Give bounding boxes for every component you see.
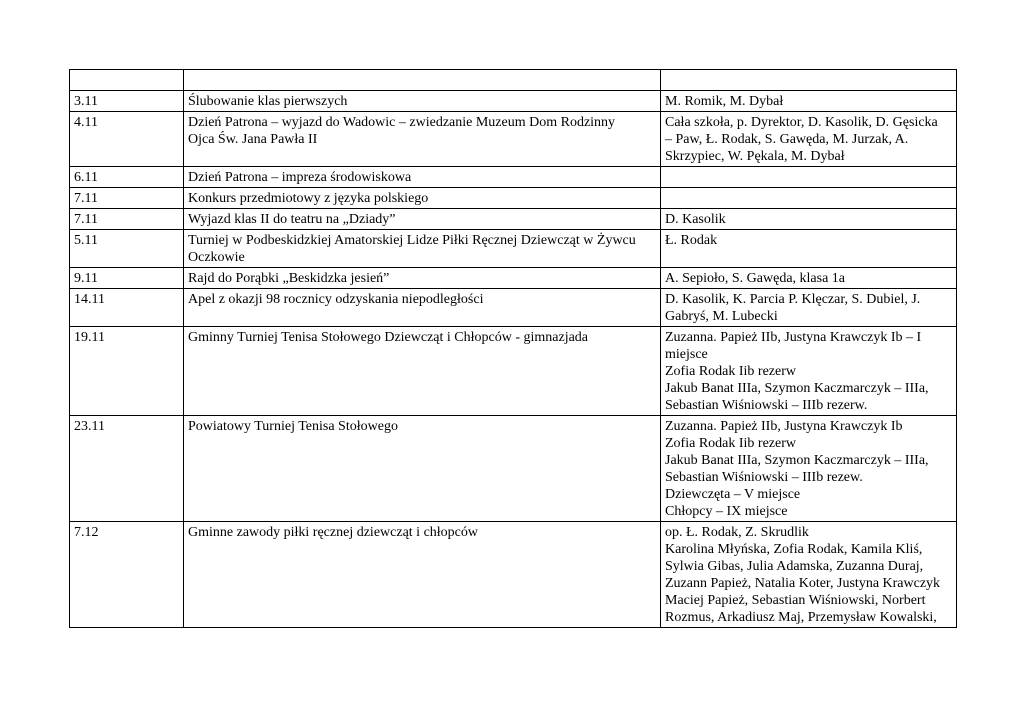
event-text-line: Wyjazd klas II do teatru na „Dziady” [188,212,396,227]
people-text-line: Sebastian Wiśniowski – IIIb rezerw. [665,398,868,413]
event-text-line: Oczkowie [188,250,245,265]
people-cell [661,188,957,209]
events-table-body [70,70,957,628]
table-row [70,268,957,289]
date-cell: 7.12 [70,522,184,628]
date-cell: 6.11 [70,167,184,188]
event-text-line: Turniej w Podbeskidzkiej Amatorskiej Lidze Piłki Ręcznej Dziewcząt w Żywcu [188,233,636,248]
event-cell [184,70,661,91]
table-row [70,230,957,268]
people-cell [661,327,957,416]
date-cell: 23.11 [70,416,184,522]
event-cell [184,167,661,188]
people-cell [661,112,957,167]
people-text-line: Jakub Banat IIIa, Szymon Kaczmarczyk – IIIa, [665,453,929,468]
event-text-line: Apel z okazji 98 rocznicy odzyskania niepodległości [188,292,484,307]
date-cell: 7.11 [70,188,184,209]
table-row [70,289,957,327]
people-text-line: Gabryś, M. Lubecki [665,309,778,324]
people-text-line: Ł. Rodak [665,233,718,248]
people-cell [661,209,957,230]
people-text-line: Maciej Papież, Sebastian Wiśniowski, Norbert [665,593,926,608]
table-row [70,91,957,112]
event-cell [184,188,661,209]
event-cell [184,522,661,628]
event-text-line: Rajd do Porąbki „Beskidzka jesień” [188,271,390,286]
people-text-line: Karolina Młyńska, Zofia Rodak, Kamila Kliś, [665,542,923,557]
table-row [70,188,957,209]
people-text-line: Dziewczęta – V miejsce [665,487,801,502]
date-cell: 7.11 [70,209,184,230]
date-cell: 19.11 [70,327,184,416]
date-cell [70,70,184,91]
people-cell [661,289,957,327]
event-text-line: Powiatowy Turniej Tenisa Stołowego [188,419,398,434]
people-cell [661,167,957,188]
table-row [70,112,957,167]
table-row [70,522,957,628]
date-cell: 14.11 [70,289,184,327]
event-cell [184,416,661,522]
table-row [70,70,957,91]
event-text-line: Dzień Patrona – wyjazd do Wadowic – zwiedzanie Muzeum Dom Rodzinny [188,115,616,130]
event-cell [184,91,661,112]
event-cell [184,327,661,416]
event-text-line: Dzień Patrona – impreza środowiskowa [188,170,412,185]
people-text-line: A. Sepioło, S. Gawęda, klasa 1a [665,271,846,286]
people-text-line: miejsce [665,347,708,362]
people-cell [661,91,957,112]
people-text-line: Zuzanna. Papież IIb, Justyna Krawczyk Ib – I [665,330,922,345]
table-row [70,167,957,188]
people-cell [661,70,957,91]
date-cell: 9.11 [70,268,184,289]
people-cell [661,268,957,289]
people-text-line: M. Romik, M. Dybał [665,94,784,109]
people-cell [661,522,957,628]
people-text-line: D. Kasolik, K. Parcia P. Klęczar, S. Dubiel, J. [665,292,921,307]
event-cell [184,112,661,167]
date-cell: 4.11 [70,112,184,167]
people-text-line: Rozmus, Arkadiusz Maj, Przemysław Kowalski, [665,610,937,625]
event-cell [184,209,661,230]
people-text-line: Skrzypiec, W. Pękala, M. Dybał [665,149,845,164]
people-text-line: – Paw, Ł. Rodak, S. Gawęda, M. Jurzak, A. [665,132,909,147]
people-cell [661,416,957,522]
date-cell: 5.11 [70,230,184,268]
event-cell [184,289,661,327]
event-cell [184,230,661,268]
people-text-line: Jakub Banat IIIa, Szymon Kaczmarczyk – IIIa, [665,381,929,396]
event-text-line: Ślubowanie klas pierwszych [188,94,348,109]
people-text-line: Zofia Rodak Iib rezerw [665,364,796,379]
events-table [69,69,957,628]
people-text-line: Zuzann Papież, Natalia Koter, Justyna Krawczyk [665,576,941,591]
date-cell: 3.11 [70,91,184,112]
table-row [70,327,957,416]
people-text-line: op. Ł. Rodak, Z. Skrudlik [665,525,809,540]
table-row [70,416,957,522]
people-text-line: Sebastian Wiśniowski – IIIb rezew. [665,470,863,485]
event-text-line: Gminny Turniej Tenisa Stołowego Dziewcząt i Chłopców - gimnazjada [188,330,589,345]
event-text-line: Konkurs przedmiotowy z języka polskiego [188,191,429,206]
people-text-line: Chłopcy – IX miejsce [665,504,788,519]
event-text-line: Ojca Św. Jana Pawła II [188,132,318,147]
people-text-line: Zuzanna. Papież IIb, Justyna Krawczyk Ib [665,419,903,434]
event-cell [184,268,661,289]
people-text-line: D. Kasolik [665,212,726,227]
people-text-line: Zofia Rodak Iib rezerw [665,436,796,451]
people-text-line: Sylwia Gibas, Julia Adamska, Zuzanna Duraj, [665,559,924,574]
people-cell [661,230,957,268]
people-text-line: Cała szkoła, p. Dyrektor, D. Kasolik, D. Gęsicka [665,115,938,130]
event-text-line: Gminne zawody piłki ręcznej dziewcząt i chłopców [188,525,478,540]
table-row [70,209,957,230]
